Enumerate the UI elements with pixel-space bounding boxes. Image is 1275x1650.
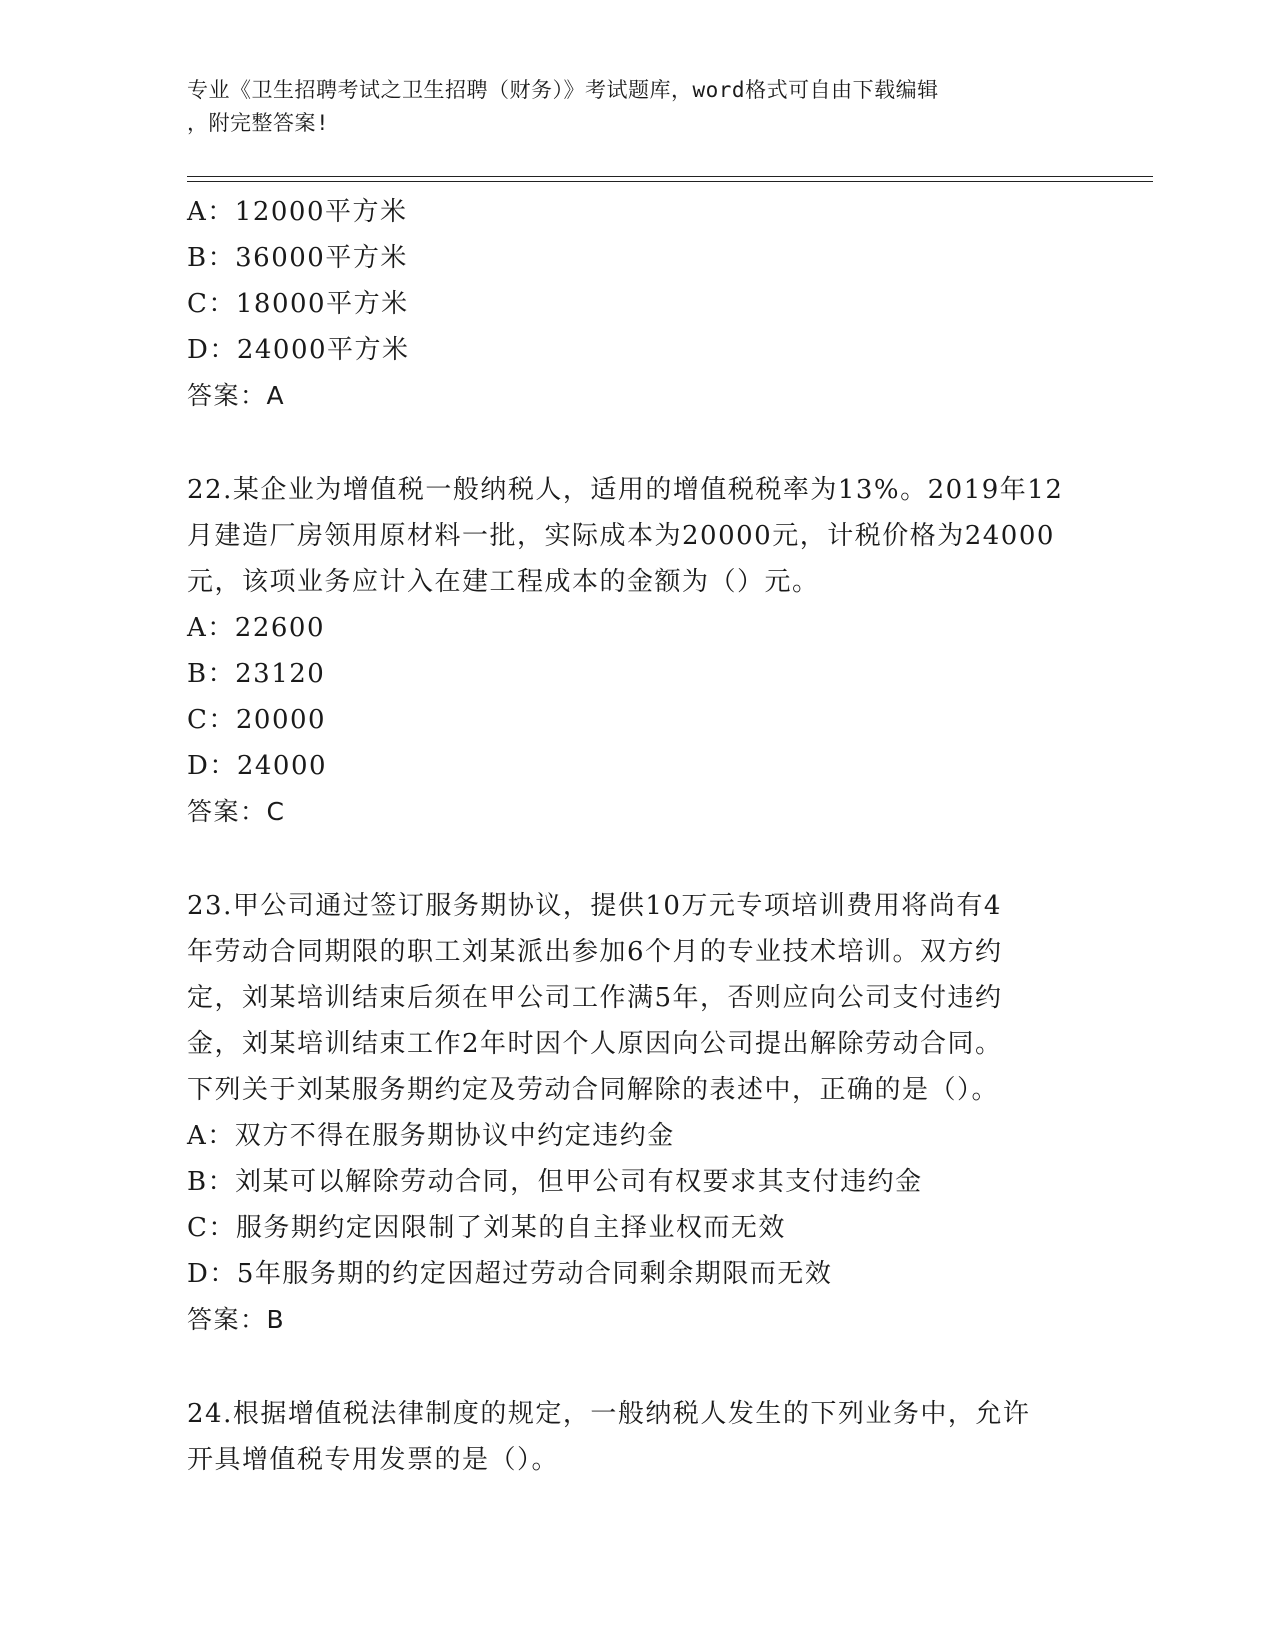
question-stem-line: 定，刘某培训结束后须在甲公司工作满5年，否则应向公司支付违约 bbox=[187, 983, 1003, 1013]
option-c: C：20000 bbox=[187, 705, 327, 735]
header-line-2: ，附完整答案! bbox=[187, 111, 330, 135]
question-stem-line: 开具增值税专用发票的是（）。 bbox=[187, 1445, 560, 1475]
option-d: D：24000 bbox=[187, 751, 328, 781]
answer: 答案：A bbox=[187, 381, 286, 410]
question-22 bbox=[187, 467, 1087, 835]
question-stem-line: 24.根据增值税法律制度的规定，一般纳税人发生的下列业务中，允许 bbox=[187, 1399, 1031, 1429]
option-c: C：服务期约定因限制了刘某的自主择业权而无效 bbox=[187, 1213, 786, 1243]
option-d: D：24000平方米 bbox=[187, 335, 410, 365]
question-stem-line: 23.甲公司通过签订服务期协议，提供10万元专项培训费用将尚有4 bbox=[187, 891, 1002, 921]
answer: 答案：B bbox=[187, 1305, 286, 1334]
document-header bbox=[187, 74, 1077, 140]
option-a: A：双方不得在服务期协议中约定违约金 bbox=[187, 1121, 675, 1151]
option-a: A：12000平方米 bbox=[187, 197, 408, 227]
header-divider-bottom bbox=[187, 181, 1153, 182]
question-stem-line: 月建造厂房领用原材料一批，实际成本为20000元，计税价格为24000 bbox=[187, 521, 1055, 551]
option-d: D：5年服务期的约定因超过劳动合同剩余期限而无效 bbox=[187, 1259, 833, 1289]
option-c: C：18000平方米 bbox=[187, 289, 409, 319]
header-divider-top bbox=[187, 176, 1153, 177]
question-stem-line: 下列关于刘某服务期约定及劳动合同解除的表述中，正确的是（）。 bbox=[187, 1075, 1000, 1105]
answer: 答案：C bbox=[187, 797, 286, 826]
question-21 bbox=[187, 189, 1087, 419]
question-23 bbox=[187, 883, 1087, 1343]
question-stem-line: 元，该项业务应计入在建工程成本的金额为（）元。 bbox=[187, 567, 820, 597]
option-b: B：36000平方米 bbox=[187, 243, 408, 273]
spacer bbox=[187, 835, 1087, 883]
header-line-1: 专业《卫生招聘考试之卫生招聘（财务）》考试题库，word格式可自由下载编辑 bbox=[187, 78, 939, 102]
option-a: A：22600 bbox=[187, 613, 325, 643]
question-list bbox=[187, 189, 1087, 1483]
option-b: B：刘某可以解除劳动合同，但甲公司有权要求其支付违约金 bbox=[187, 1167, 923, 1197]
spacer bbox=[187, 1343, 1087, 1391]
spacer bbox=[187, 419, 1087, 467]
question-24 bbox=[187, 1391, 1087, 1483]
question-stem-line: 22.某企业为增值税一般纳税人，适用的增值税税率为13%。2019年12 bbox=[187, 475, 1064, 505]
question-stem-line: 年劳动合同期限的职工刘某派出参加6个月的专业技术培训。双方约 bbox=[187, 937, 1003, 967]
question-stem-line: 金，刘某培训结束工作2年时因个人原因向公司提出解除劳动合同。 bbox=[187, 1029, 1003, 1059]
option-b: B：23120 bbox=[187, 659, 326, 689]
